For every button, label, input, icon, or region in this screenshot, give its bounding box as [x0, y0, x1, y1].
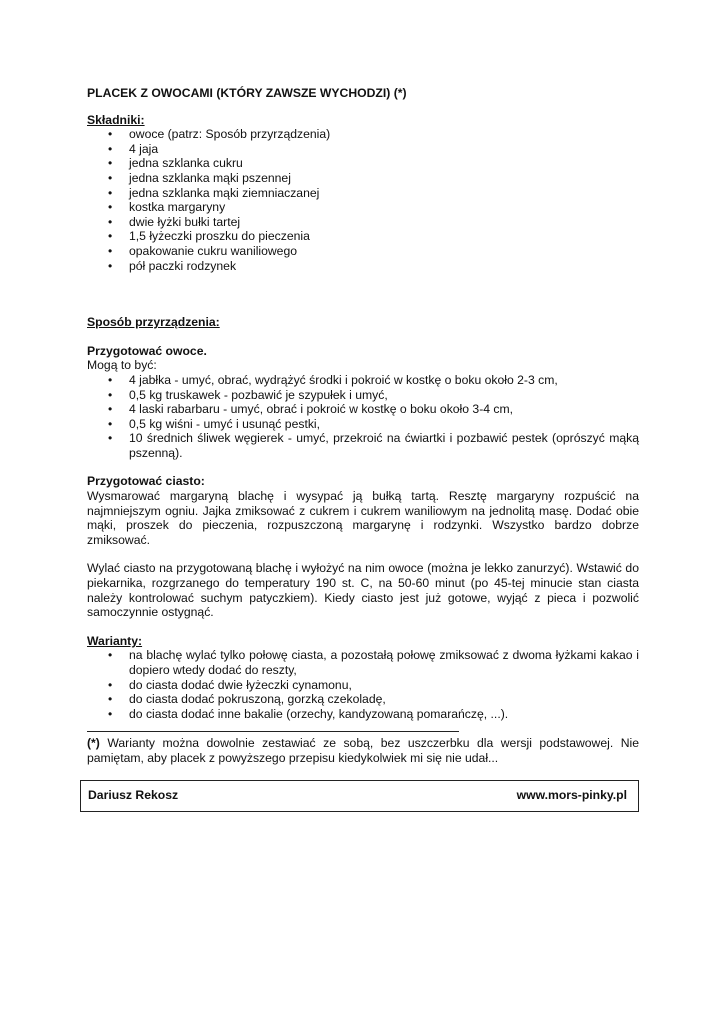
fruit-list — [87, 373, 639, 461]
list-item: • 4 jaja — [87, 142, 639, 157]
list-item: • jedna szklanka mąki ziemniaczanej — [87, 186, 639, 201]
list-item: • 1,5 łyżeczki proszku do pieczenia — [87, 229, 639, 244]
page-title: PLACEK Z OWOCAMI (KTÓRY ZAWSZE WYCHODZI) (*) — [87, 86, 407, 100]
list-item: • owoce (patrz: Sposób przyrządzenia) — [87, 127, 639, 142]
footnote-text: Warianty można dowolnie zestawiać ze sobą, bez uszczerbku dla wersji podstawowej. Nie pamiętam, aby placek z powyższego przepisu kiedykolwiek mi się nie udał... — [87, 736, 639, 765]
dough-heading: Przygotować ciasto: — [87, 474, 205, 489]
list-item: • jedna szklanka cukru — [87, 156, 639, 171]
list-item: • na blachę wylać tylko połowę ciasta, a pozostałą połowę zmiksować z dwoma łyżkami kakao i dopiero wtedy dodać do reszty, — [87, 648, 639, 677]
fruit-intro: Mogą to być: — [87, 358, 157, 373]
list-item: • 4 laski rabarbaru - umyć, obrać i pokroić w kostkę o boku około 3-4 cm, — [87, 402, 639, 417]
list-item: • 10 średnich śliwek węgierek - umyć, przekroić na ćwiartki i pozbawić pestek (oprószyć mąką pszenną). — [87, 431, 639, 460]
dough-paragraph-2: Wylać ciasto na przygotowaną blachę i wyłożyć na nim owoce (można je lekko zanurzyć). Wstawić do piekarnika, rozgrzanego do temperatury 190 st. C, na 50-60 minut (po 45-tej minucie stan ciasta należy kontrolować suchym patyczkiem). Kiedy ciasto jest już gotowe, wyjąć z pieca i pozwolić samoczynnie ostygnąć. — [87, 561, 639, 620]
footnote — [87, 736, 639, 765]
recipe-document — [87, 86, 639, 766]
footnote-marker: (*) — [87, 736, 100, 751]
variants-list — [87, 648, 639, 721]
variants-heading: Warianty: — [87, 633, 143, 648]
ingredients-heading: Składniki: — [87, 112, 145, 127]
list-item: • 0,5 kg wiśni - umyć i usunąć pestki, — [87, 417, 639, 432]
list-item: • do ciasta dodać inne bakalie (orzechy, kandyzowaną pomarańczę, ...). — [87, 707, 639, 722]
list-item: • 0,5 kg truskawek - pozbawić je szypułek i umyć, — [87, 388, 639, 403]
list-item: • kostka margaryny — [87, 200, 639, 215]
list-item: • 4 jabłka - umyć, obrać, wydrążyć środki i pokroić w kostkę o boku około 2-3 cm, — [87, 373, 639, 388]
footnote-divider — [87, 731, 459, 732]
list-item: • jedna szklanka mąki pszennej — [87, 171, 639, 186]
dough-paragraph-1: Wysmarować margaryną blachę i wysypać ją bułką tartą. Resztę margaryny rozpuścić na najmniejszym ogniu. Jajka zmiksować z cukrem i cukrem waniliowym na jednolitą masę. Dodać obie mąki, proszek do pieczenia, rozpuszczoną margarynę i rodzynki. Wszystko bardzo dobrze zmiksować. — [87, 489, 639, 547]
method-heading: Sposób przyrządzenia: — [87, 315, 220, 330]
ingredients-list — [87, 127, 639, 273]
list-item: • dwie łyżki bułki tartej — [87, 215, 639, 230]
fruit-heading: Przygotować owoce. — [87, 343, 207, 358]
website-url: www.mors-pinky.pl — [516, 788, 627, 802]
footer-box — [80, 780, 639, 812]
list-item: • opakowanie cukru waniliowego — [87, 244, 639, 259]
list-item: • do ciasta dodać pokruszoną, gorzką czekoladę, — [87, 692, 639, 707]
author-name: Dariusz Rekosz — [88, 788, 179, 802]
list-item: • pół paczki rodzynek — [87, 259, 639, 274]
list-item: • do ciasta dodać dwie łyżeczki cynamonu, — [87, 678, 639, 693]
